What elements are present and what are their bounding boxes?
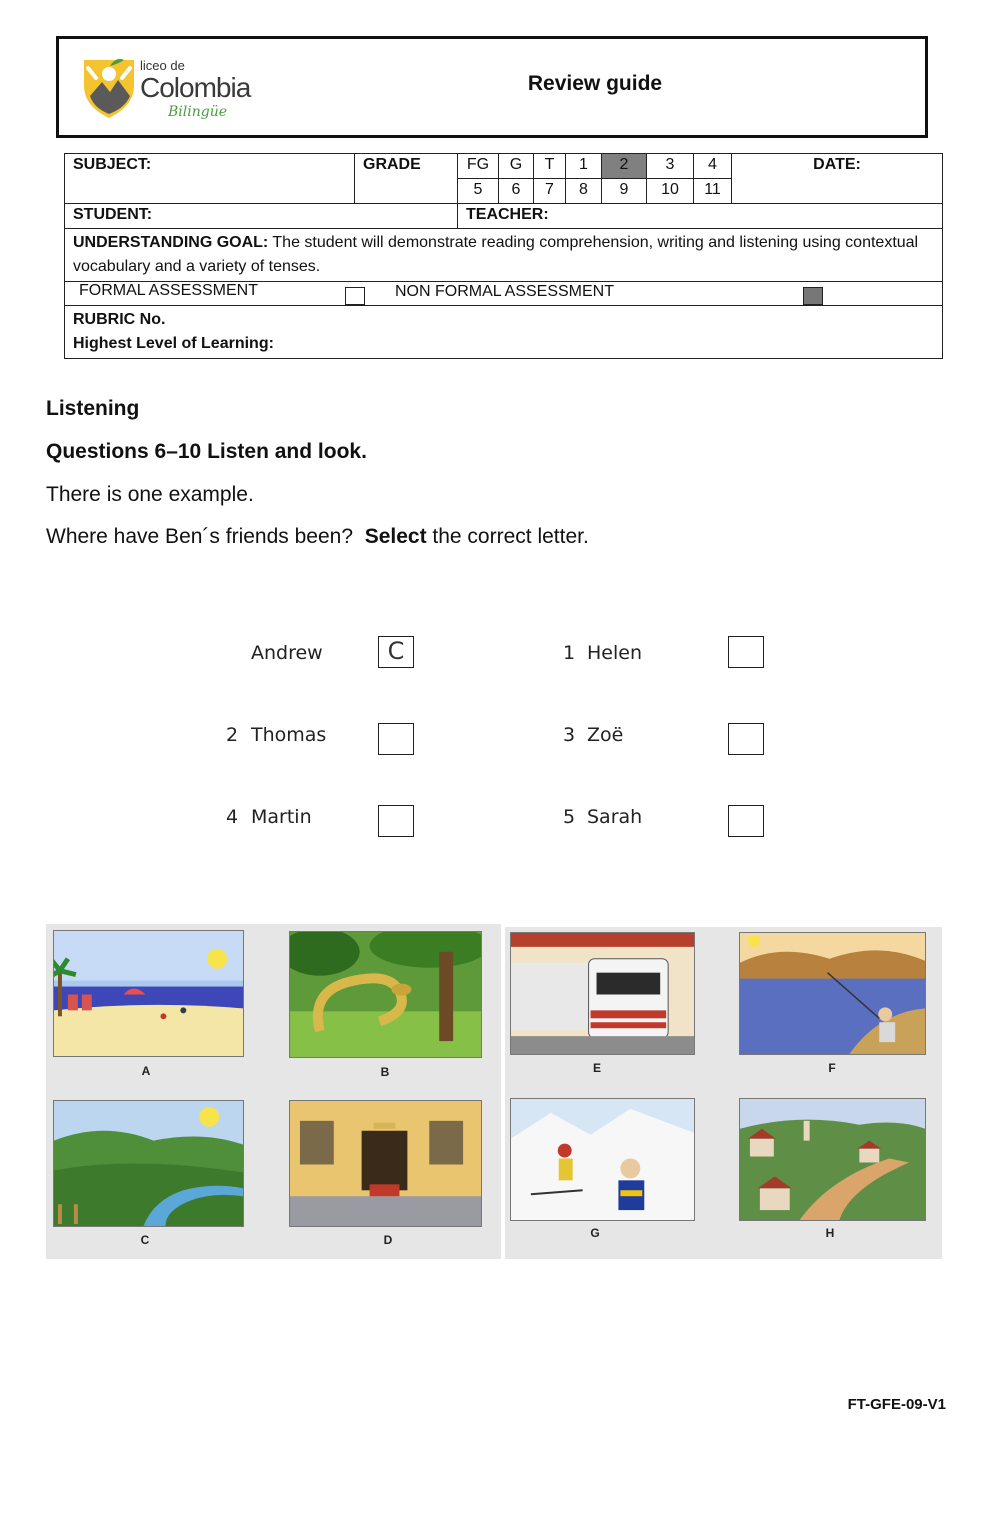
picture-letter: B: [380, 1065, 390, 1079]
picture-letter: G: [590, 1226, 600, 1240]
section-heading: Listening: [46, 397, 140, 420]
goal-text: The student will demonstrate reading comprehension, writing and listening using contextual vocabulary and a variety of tenses.: [73, 234, 919, 275]
picture-village[interactable]: [739, 1098, 926, 1221]
goal-cell: [65, 229, 943, 282]
grade-cell-selected[interactable]: 2: [602, 154, 647, 179]
document-code: FT-GFE-09-V1: [847, 1396, 946, 1413]
grade-cell[interactable]: 10: [647, 179, 694, 204]
village-illustration: [740, 1099, 925, 1220]
answer-box[interactable]: [728, 805, 764, 837]
item-name: Zoë: [587, 724, 624, 746]
item-number: 4: [226, 806, 239, 828]
info-table: [64, 153, 943, 359]
grade-cell[interactable]: 7: [534, 179, 566, 204]
grade-cell[interactable]: 11: [694, 179, 732, 204]
item-number: 1: [563, 642, 576, 664]
instruction-part: Where have Ben´s friends been?: [46, 525, 354, 548]
countryside-illustration: [54, 1101, 243, 1226]
picture-letter: D: [383, 1233, 393, 1247]
item-name: Martin: [251, 806, 312, 828]
rubric-label: RUBRIC No.: [73, 311, 166, 328]
train-illustration: [511, 933, 694, 1054]
instruction-part: the correct letter.: [432, 525, 589, 548]
jungle-illustration: [290, 932, 481, 1057]
student-cell[interactable]: STUDENT:: [65, 204, 458, 229]
picture-letter: F: [828, 1061, 836, 1075]
logo-emblem-icon: [80, 56, 138, 120]
formal-assessment-checkbox[interactable]: [345, 287, 365, 305]
picture-countryside[interactable]: [53, 1100, 244, 1227]
questions-heading: Questions 6–10 Listen and look.: [46, 440, 367, 463]
answer-box[interactable]: [378, 723, 414, 755]
picture-jungle[interactable]: [289, 931, 482, 1058]
formal-assessment-label: FORMAL ASSESSMENT: [79, 282, 258, 299]
grade-cell[interactable]: T: [534, 154, 566, 179]
item-number: 2: [226, 724, 239, 746]
logo-text-liceo: liceo de: [140, 58, 185, 73]
grade-cell[interactable]: 5: [458, 179, 499, 204]
rubric-cell[interactable]: [65, 306, 943, 359]
highest-level-label: Highest Level of Learning:: [73, 335, 274, 352]
school-logo: [80, 52, 251, 128]
assessment-row: [65, 282, 943, 306]
hotel-illustration: [290, 1101, 481, 1226]
lake-illustration: [740, 933, 925, 1054]
date-cell[interactable]: DATE:: [732, 154, 943, 204]
item-number: 3: [563, 724, 576, 746]
picture-lake-fishing[interactable]: [739, 932, 926, 1055]
grade-cell[interactable]: 8: [566, 179, 602, 204]
grade-cell[interactable]: 3: [647, 154, 694, 179]
logo-text-colombia: Colombia: [140, 72, 251, 103]
instruction-text: [46, 525, 589, 549]
goal-label: UNDERSTANDING GOAL:: [73, 234, 269, 251]
example-text: There is one example.: [46, 483, 254, 506]
picture-beach[interactable]: [53, 930, 244, 1057]
picture-letter: A: [141, 1064, 151, 1078]
grade-cell[interactable]: G: [499, 154, 534, 179]
non-formal-assessment-label: NON FORMAL ASSESSMENT: [395, 283, 614, 300]
ski-illustration: [511, 1099, 694, 1220]
document-title: Review guide: [527, 72, 663, 95]
item-name: Thomas: [251, 724, 327, 746]
answer-box[interactable]: C: [378, 636, 414, 668]
instruction-bold: Select: [364, 525, 427, 548]
grade-cell[interactable]: FG: [458, 154, 499, 179]
picture-hotel[interactable]: [289, 1100, 482, 1227]
picture-letter: E: [592, 1061, 601, 1075]
grade-cell[interactable]: 6: [499, 179, 534, 204]
beach-illustration: [54, 931, 243, 1056]
grade-cell[interactable]: 9: [602, 179, 647, 204]
logo-text-bilingue: Bilingüe: [168, 104, 228, 120]
teacher-cell[interactable]: TEACHER:: [458, 204, 943, 229]
item-name: Helen: [587, 642, 642, 664]
answer-box[interactable]: [728, 636, 764, 668]
grade-cell[interactable]: 4: [694, 154, 732, 179]
item-name: Sarah: [587, 806, 643, 828]
answer-box[interactable]: [728, 723, 764, 755]
answer-box[interactable]: [378, 805, 414, 837]
item-name: Andrew: [251, 642, 323, 664]
subject-cell[interactable]: SUBJECT:: [65, 154, 355, 204]
picture-train-station[interactable]: [510, 932, 695, 1055]
picture-ski-slope[interactable]: [510, 1098, 695, 1221]
grade-label: GRADE: [355, 154, 458, 204]
picture-letter: C: [140, 1233, 150, 1247]
picture-letter: H: [825, 1226, 835, 1240]
item-number: 5: [563, 806, 576, 828]
non-formal-assessment-checkbox[interactable]: [803, 287, 823, 305]
grade-cell[interactable]: 1: [566, 154, 602, 179]
